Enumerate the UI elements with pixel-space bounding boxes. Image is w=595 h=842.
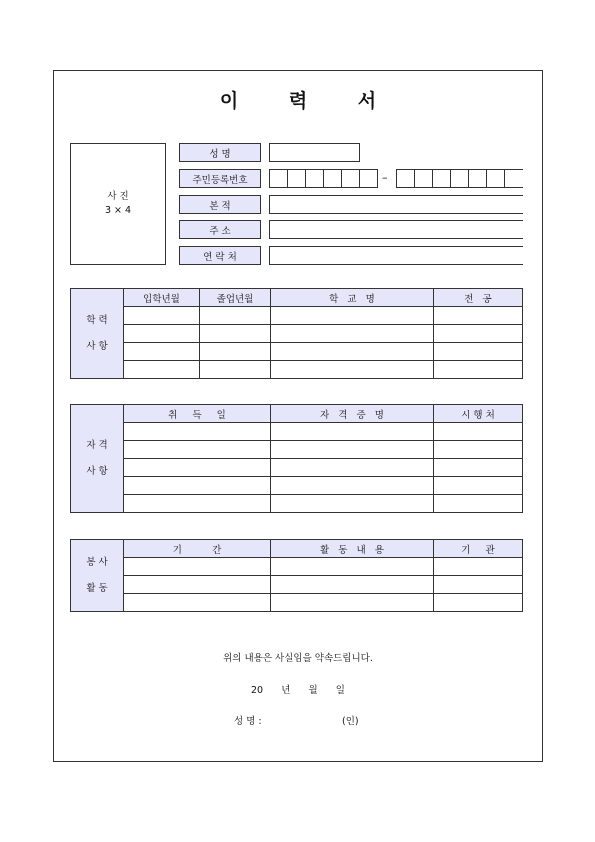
volunteer-cell[interactable]: [124, 558, 271, 576]
education-cell[interactable]: [124, 307, 200, 325]
rrn-digit-box[interactable]: [468, 169, 487, 188]
education-cell[interactable]: [271, 307, 434, 325]
education-cell[interactable]: [200, 307, 271, 325]
volunteer-cell[interactable]: [434, 576, 523, 594]
rrn-digit-box[interactable]: [287, 169, 306, 188]
rrn-digit-box[interactable]: [504, 169, 523, 188]
volunteer-section-label-line2: 활 동: [86, 582, 108, 594]
qualification-column-header: 시 행 처: [434, 405, 523, 423]
qualification-cell[interactable]: [434, 423, 523, 441]
origin-label: 본 적: [179, 195, 261, 214]
rrn-label: 주민등록번호: [179, 169, 261, 188]
rrn-digit-box[interactable]: [432, 169, 451, 188]
qualification-row: [71, 423, 523, 441]
education-column-header: 입학년월: [124, 289, 200, 307]
volunteer-column-header: 기 관: [434, 540, 523, 558]
volunteer-cell[interactable]: [124, 576, 271, 594]
origin-field[interactable]: [269, 195, 523, 214]
qualification-section-label: [71, 405, 124, 513]
rrn-digit-box[interactable]: [450, 169, 469, 188]
qualification-cell[interactable]: [271, 495, 434, 513]
volunteer-cell[interactable]: [434, 558, 523, 576]
volunteer-cell[interactable]: [271, 576, 434, 594]
signature-field[interactable]: [266, 712, 336, 726]
volunteer-table: [70, 539, 523, 612]
volunteer-row: [71, 558, 523, 576]
volunteer-cell[interactable]: [271, 558, 434, 576]
volunteer-cell[interactable]: [124, 594, 271, 612]
qualification-cell[interactable]: [271, 441, 434, 459]
education-cell[interactable]: [124, 361, 200, 379]
volunteer-row: [71, 576, 523, 594]
qualification-cell[interactable]: [124, 459, 271, 477]
date-line: 20 년 월 일: [251, 685, 345, 696]
qualification-row: [71, 459, 523, 477]
rrn-digit-box[interactable]: [396, 169, 415, 188]
education-cell[interactable]: [434, 325, 523, 343]
education-column-header: 학 교 명: [271, 289, 434, 307]
rrn-digit-box[interactable]: [486, 169, 505, 188]
rrn-digit-box[interactable]: [305, 169, 324, 188]
contact-field[interactable]: [269, 246, 523, 265]
education-cell[interactable]: [271, 361, 434, 379]
qualification-column-header: 취 득 일: [124, 405, 271, 423]
rrn-digit-box[interactable]: [323, 169, 342, 188]
qualification-cell[interactable]: [124, 423, 271, 441]
education-cell[interactable]: [434, 307, 523, 325]
contact-label: 연 락 처: [179, 246, 261, 265]
education-section-label-line2: 사 항: [86, 340, 108, 352]
education-row: [71, 361, 523, 379]
title-char: 이: [219, 90, 239, 112]
qualification-cell[interactable]: [271, 459, 434, 477]
volunteer-section-label-line1: 봉 사: [86, 556, 108, 568]
qualification-row: [71, 441, 523, 459]
education-cell[interactable]: [200, 325, 271, 343]
qualification-cell[interactable]: [434, 441, 523, 459]
photo-box[interactable]: [70, 143, 166, 265]
education-row: [71, 343, 523, 361]
volunteer-row: [71, 594, 523, 612]
title-char: 력: [288, 90, 308, 112]
photo-label: 사 진: [107, 191, 129, 202]
education-cell[interactable]: [271, 343, 434, 361]
education-cell[interactable]: [434, 343, 523, 361]
qualification-cell[interactable]: [271, 477, 434, 495]
rrn-digit-box[interactable]: [414, 169, 433, 188]
document-title: [53, 86, 543, 113]
education-row: [71, 325, 523, 343]
education-cell[interactable]: [271, 325, 434, 343]
address-label: 주 소: [179, 220, 261, 239]
qualification-cell[interactable]: [434, 459, 523, 477]
title-char: 서: [357, 90, 377, 112]
education-cell[interactable]: [124, 325, 200, 343]
address-field[interactable]: [269, 220, 523, 239]
qualification-row: [71, 495, 523, 513]
photo-size: 3 × 4: [104, 205, 132, 216]
volunteer-cell[interactable]: [434, 594, 523, 612]
name-field[interactable]: [269, 143, 360, 162]
qualification-row: [71, 477, 523, 495]
volunteer-column-header: 활 동 내 용: [271, 540, 434, 558]
education-column-header: 졸업년월: [200, 289, 271, 307]
education-section-label-line1: 학 력: [86, 314, 108, 326]
education-section-label: [71, 289, 124, 379]
volunteer-cell[interactable]: [271, 594, 434, 612]
qualification-cell[interactable]: [434, 495, 523, 513]
signature-label: 성 명 :: [234, 716, 262, 727]
education-row: [71, 307, 523, 325]
education-cell[interactable]: [200, 361, 271, 379]
volunteer-column-header: 기 간: [124, 540, 271, 558]
rrn-front-field[interactable]: [269, 169, 377, 188]
education-table: [70, 288, 523, 379]
qualification-cell[interactable]: [124, 495, 271, 513]
qualification-section-label-line2: 사 항: [86, 465, 108, 477]
rrn-back-field[interactable]: [396, 169, 522, 188]
qualification-section-label-line1: 자 격: [86, 439, 108, 451]
pledge-text: 위의 내용은 사실임을 약속드립니다.: [223, 653, 373, 664]
qualification-cell[interactable]: [271, 423, 434, 441]
rrn-digit-box[interactable]: [269, 169, 288, 188]
education-cell[interactable]: [434, 361, 523, 379]
education-column-header: 전 공: [434, 289, 523, 307]
qualification-column-header: 자 격 증 명: [271, 405, 434, 423]
name-label: 성 명: [179, 143, 261, 162]
education-cell[interactable]: [200, 343, 271, 361]
rrn-digit-box[interactable]: [341, 169, 360, 188]
education-cell[interactable]: [124, 343, 200, 361]
volunteer-section-label: [71, 540, 124, 612]
qualification-cell[interactable]: [434, 477, 523, 495]
seal-mark: (인): [342, 716, 359, 727]
rrn-digit-box[interactable]: [359, 169, 378, 188]
rrn-separator: –: [382, 171, 388, 184]
qualification-cell[interactable]: [124, 441, 271, 459]
qualifications-table: [70, 404, 523, 513]
qualification-cell[interactable]: [124, 477, 271, 495]
